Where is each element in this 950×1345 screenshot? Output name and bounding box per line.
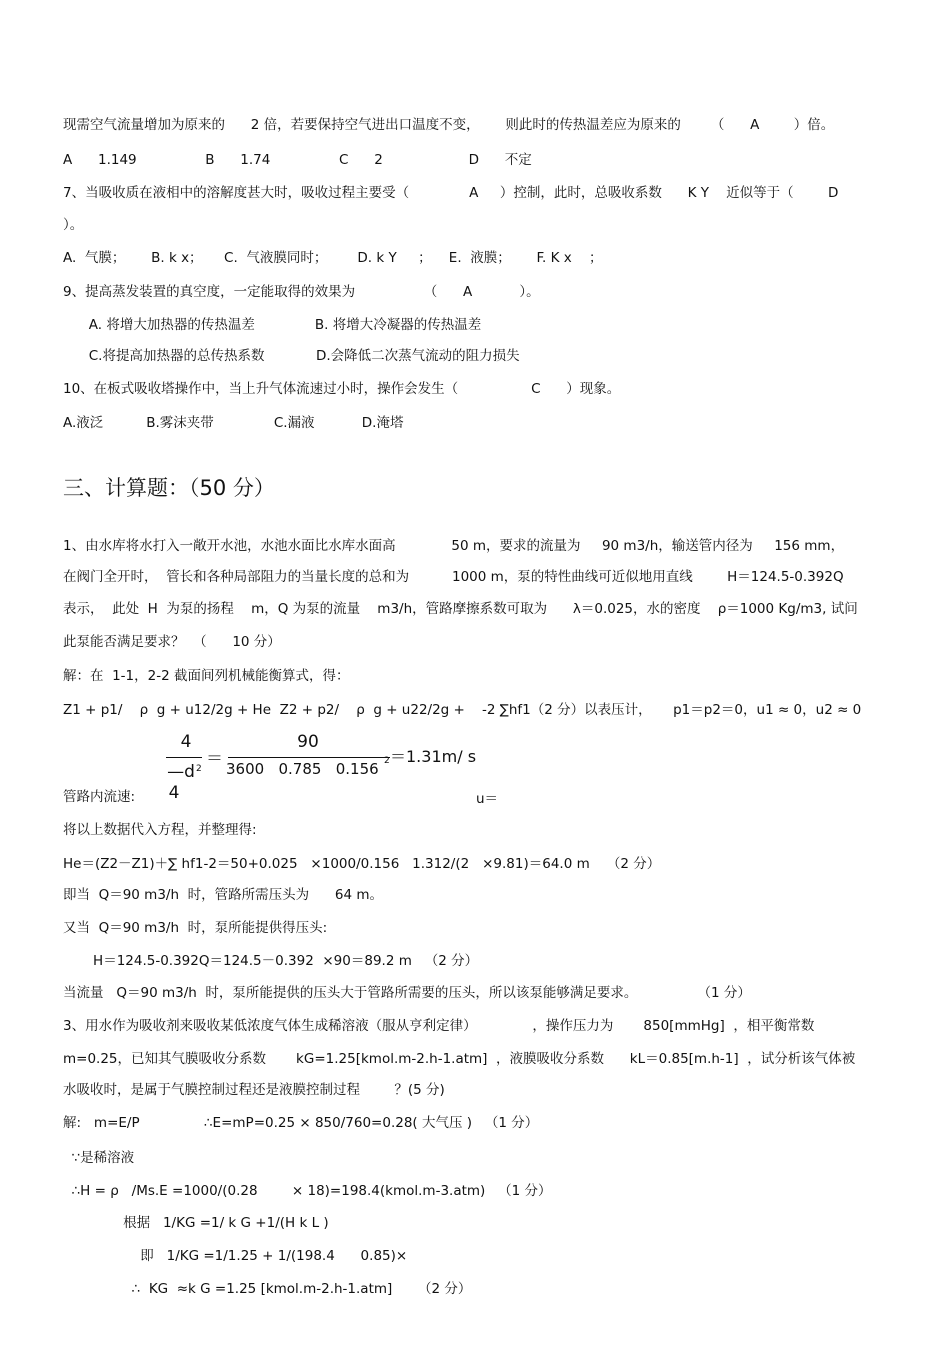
formula-left-denominator: —d bbox=[167, 762, 195, 782]
text-line: 表示， 此处 H 为泵的扬程 m，Q 为泵的流量 m3/h，管路摩擦系数可取为 λ＝0.025，水的密度 ρ＝1000 Kg/m3, 试问 bbox=[63, 601, 858, 617]
text-line: ∴ KG ≈k G =1.25 [kmol.m-2.h-1.atm] （2 分） bbox=[63, 1281, 472, 1297]
formula-left-numerator: 4 bbox=[180, 732, 192, 752]
text-line: 当流量 Q＝90 m3/h 时，泵所能提供的压头大于管路所需要的压头，所以该泵能够满足要求。 （1 分） bbox=[63, 985, 751, 1001]
text-line: 7、当吸收质在液相中的溶解度甚大时，吸收过程主要受（ A ）控制，此时，总吸收系数 K Y 近似等于（ D bbox=[63, 185, 839, 201]
text-line: ）。 bbox=[63, 217, 84, 233]
text-line: 10、在板式吸收塔操作中，当上升气体流速过小时，操作会发生（ C ）现象。 bbox=[63, 381, 621, 397]
formula-result: ＝1.31m/ s bbox=[390, 747, 477, 766]
text-line: 即 1/KG =1/1.25 + 1/(198.4 0.85)× bbox=[63, 1248, 408, 1264]
formula-right-denominator-exponent: 2 bbox=[384, 756, 390, 766]
text-line: ∵是稀溶液 bbox=[63, 1150, 135, 1166]
text-line: 管路内流速: bbox=[63, 789, 136, 805]
text-line: 将以上数据代入方程，并整理得: bbox=[63, 822, 257, 838]
formula-right-denominator: 3600 0.785 0.156 bbox=[226, 760, 379, 778]
text-line: ∴H = ρ /Ms.E =1000/(0.28 × 18)=198.4(kmol.m-3.atm) （1 分） bbox=[63, 1183, 552, 1199]
text-line: m=0.25，已知其气膜吸收分系数 kG=1.25[kmol.m-2.h-1.atm] ，液膜吸收分系数 kL＝0.85[m.h-1] ，试分析该气体被 bbox=[63, 1051, 856, 1067]
section-heading: 三、计算题：（50 分） bbox=[63, 476, 275, 500]
text-line: H＝124.5-0.392Q＝124.5－0.392 ×90＝89.2 m （2 分） bbox=[63, 953, 479, 969]
text-line: 3、用水作为吸收剂来吸收某低浓度气体生成稀溶液（服从亨利定律） ，操作压力为 850[mmHg] ，相平衡常数 bbox=[63, 1018, 815, 1034]
text-line: A 1.149 B 1.74 C 2 D 不定 bbox=[63, 152, 532, 168]
fraction-bar bbox=[228, 757, 390, 758]
text-line: 解: m=E/P ∴E=mP=0.25 × 850/760=0.28( 大气压 ) （1 分） bbox=[63, 1115, 539, 1131]
text-line: 解：在 1-1，2-2 截面间列机械能衡算式，得： bbox=[63, 668, 350, 684]
text-line: 又当 Q＝90 m3/h 时，泵所能提供得压头: bbox=[63, 920, 328, 936]
text-line: A.液泛 B.雾沫夹带 C.漏液 D.淹塔 bbox=[63, 415, 404, 431]
text-line: 水吸收时，是属于气膜控制过程还是液膜控制过程 ？(5 分) bbox=[63, 1082, 445, 1098]
text-line: 9、提高蒸发装置的真空度，一定能取得的效果为 （ A ）。 bbox=[63, 284, 540, 300]
text-line: 此泵能否满足要求？ （ 10 分） bbox=[63, 634, 281, 650]
text-line: 根据 1/KG =1/ k G +1/(H k L ) bbox=[63, 1215, 329, 1231]
text-line: 1、由水库将水打入一敞开水池，水池水面比水库水面高 50 m，要求的流量为 90 m3/h，输送管内径为 156 mm， bbox=[63, 538, 845, 554]
formula-right-numerator: 90 bbox=[297, 732, 319, 752]
text-line: u＝ bbox=[476, 791, 499, 807]
text-line: A. 将增大加热器的传热温差 B. 将增大冷凝器的传热温差 bbox=[63, 317, 482, 333]
text-line: A. 气膜； B. k x； C. 气液膜同时； D. k Y ； E. 液膜； F. K x ； bbox=[63, 250, 603, 266]
text-line: 即当 Q＝90 m3/h 时，管路所需压头为 64 m。 bbox=[63, 887, 383, 903]
formula-left-denominator-exponent: 2 bbox=[196, 764, 202, 774]
text-line: Z1 + p1/ ρ g + u12/2g + He Z2 + p2/ ρ g + u22/2g + -2 ∑hf1（2 分）以表压计， p1＝p2＝0，u1 ≈ 0，u2 ≈ 0 bbox=[63, 702, 862, 718]
formula-equals: ＝ bbox=[206, 749, 223, 769]
text-line: C.将提高加热器的总传热系数 D.会降低二次蒸气流动的阻力损失 bbox=[63, 348, 520, 364]
formula-left-denominator-factor: 4 bbox=[168, 783, 180, 803]
fraction-bar bbox=[166, 757, 202, 758]
text-line: 在阀门全开时， 管长和各种局部阻力的当量长度的总和为 1000 m，泵的特性曲线可近似地用直线 H＝124.5-0.392Q bbox=[63, 569, 844, 585]
text-line: 现需空气流量增加为原来的 2 倍，若要保持空气进出口温度不变， 则此时的传热温差应为原来的 （ A ）倍。 bbox=[63, 117, 835, 133]
text-line: He＝(Z2－Z1)＋∑ hf1-2＝50+0.025 ×1000/0.156 1.312/(2 ×9.81)＝64.0 m （2 分） bbox=[63, 856, 661, 872]
